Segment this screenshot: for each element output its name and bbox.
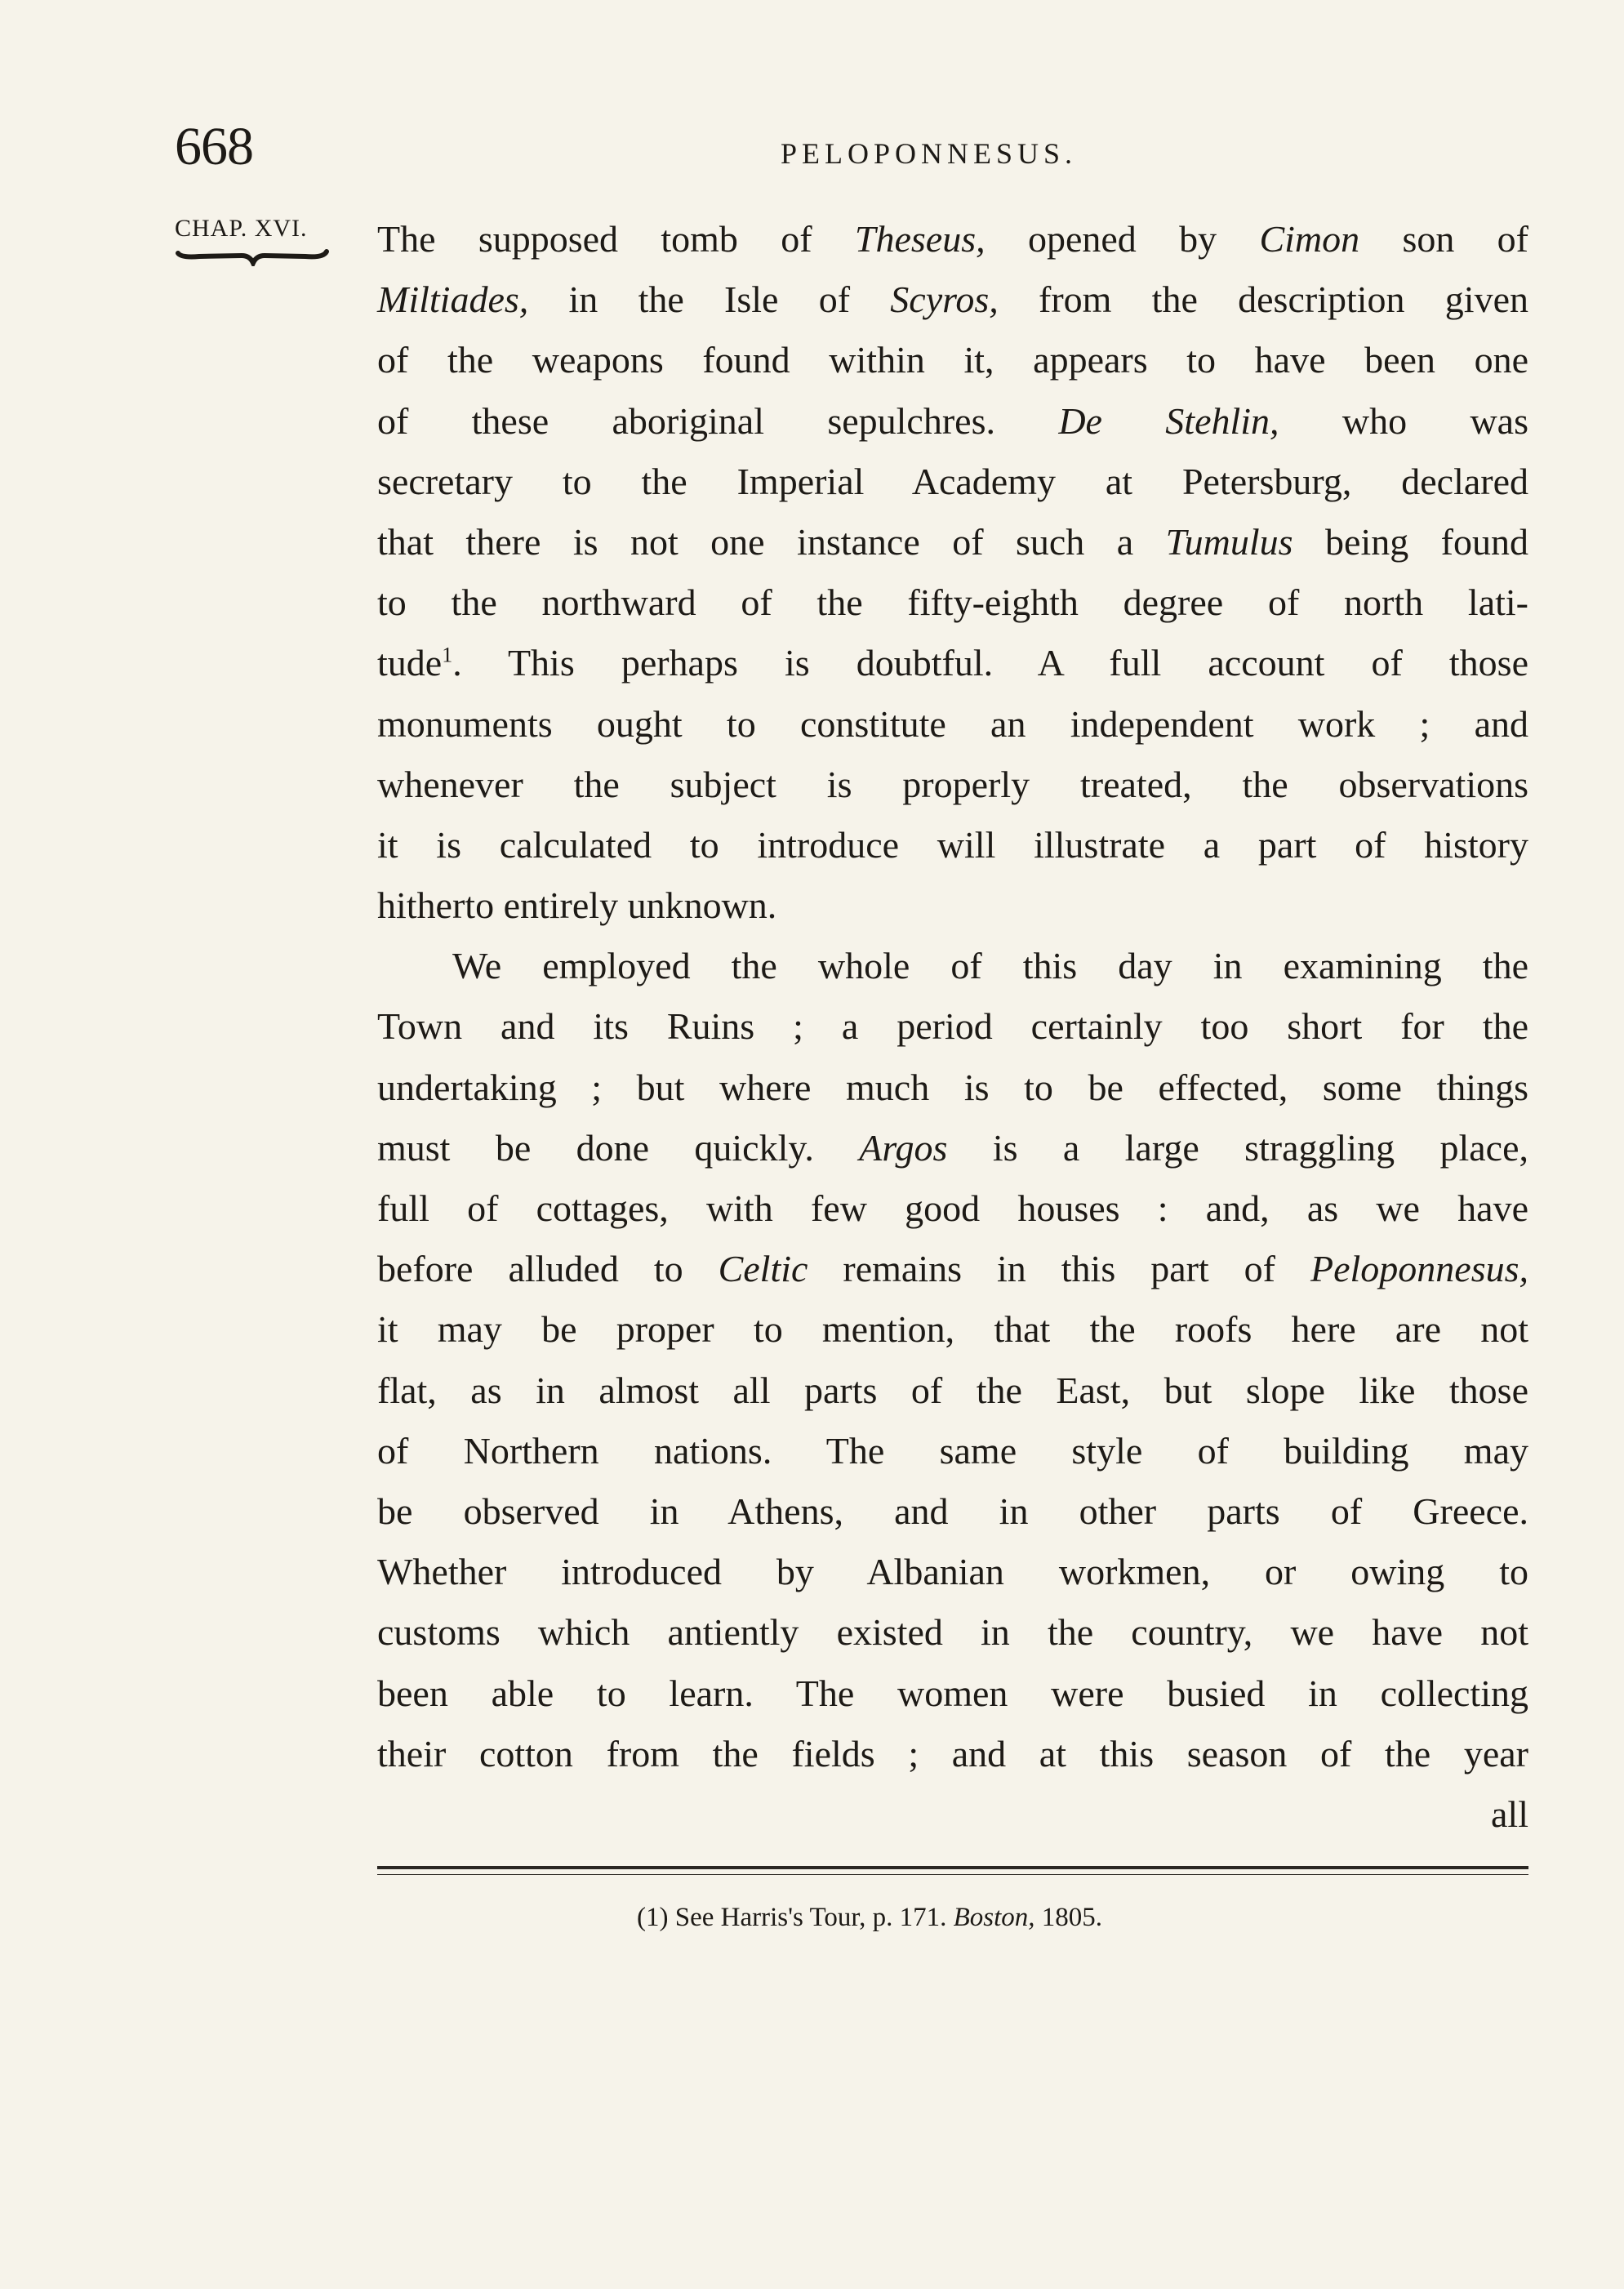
running-head: PELOPONNESUS.	[781, 137, 1078, 170]
text-line-21: of Northern nations. The same style of building may	[377, 1429, 1528, 1472]
text-line-22: be observed in Athens, and in other parts of Greece.	[377, 1490, 1528, 1532]
text-line-2: Miltiades, in the Isle of Scyros, from the description given	[377, 278, 1528, 321]
text-line-18: before alluded to Celtic remains in this part of Peloponnesus,	[377, 1248, 1528, 1290]
text-line-23: Whether introduced by Albanian workmen, or owing to	[377, 1551, 1528, 1593]
text-line-15: undertaking ; but where much is to be effected, some things	[377, 1066, 1528, 1108]
text-line-6: that there is not one instance of such a Tumulus being found	[377, 520, 1528, 563]
chapter-marginal-note	[175, 214, 338, 266]
text-line-20: flat, as in almost all parts of the East, but slope like those	[377, 1369, 1528, 1411]
text-line-10: whenever the subject is properly treated, the observations	[377, 763, 1528, 805]
page-number: 668	[175, 117, 253, 176]
text-line-26: their cotton from the fields ; and at this season of the year	[377, 1732, 1528, 1775]
footnote-rule	[377, 1866, 1528, 1875]
text-line-8: tude$^1$. This perhaps is doubtful. A full account of those	[377, 642, 1528, 684]
chapter-label: CHAP. XVI.	[175, 215, 308, 242]
footnote-marker: (1)	[637, 1903, 669, 1932]
footnote-place: Boston,	[953, 1903, 1035, 1932]
footnote	[637, 1899, 1102, 1935]
text-line-14: Town and its Ruins ; a period certainly too short for the	[377, 1005, 1528, 1048]
text-line-3: of the weapons found within it, appears to have been one	[377, 339, 1528, 381]
text-line-1: The supposed tomb of Theseus, opened by Cimon son of	[377, 218, 1528, 260]
footnote-reference: 1	[442, 643, 453, 667]
text-line-12: hitherto entirely unknown.	[377, 884, 777, 927]
text-line-11: it is calculated to introduce will illustrate a part of history	[377, 823, 1528, 866]
text-line-17: full of cottages, with few good houses : and, as we have	[377, 1187, 1528, 1229]
text-line-4: of these aboriginal sepulchres. De Stehlin, who was	[377, 399, 1528, 442]
text-line-25: been able to learn. The women were busied in collecting	[377, 1672, 1528, 1714]
text-line-7: to the northward of the fifty-eighth degree of north lati-	[377, 581, 1528, 624]
brace-ornament-icon	[175, 245, 330, 266]
text-line-16: must be done quickly. Argos is a large straggling place,	[377, 1126, 1528, 1169]
text-line-13: We employed the whole of this day in examining the	[452, 945, 1528, 987]
text-line-5: secretary to the Imperial Academy at Petersburg, declared	[377, 460, 1528, 502]
footnote-text: See Harris's Tour, p. 171.	[668, 1903, 954, 1932]
footnote-year: 1805.	[1034, 1903, 1102, 1932]
text-line-24: customs which antiently existed in the country, we have not	[377, 1611, 1528, 1654]
text-line-19: it may be proper to mention, that the roofs here are not	[377, 1308, 1528, 1351]
catchword: all	[1491, 1792, 1528, 1835]
text-line-9: monuments ought to constitute an independent work ; and	[377, 702, 1528, 745]
body-text	[377, 209, 1528, 1845]
